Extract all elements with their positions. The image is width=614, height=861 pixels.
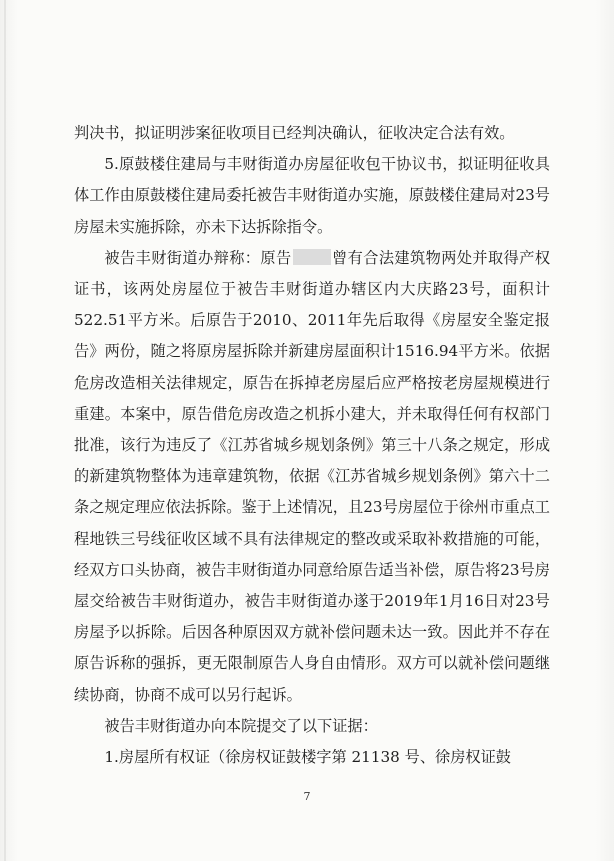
document-body (74, 118, 550, 773)
paragraph-4: 被告丰财街道办向本院提交了以下证据： (104, 716, 378, 735)
page-number: 7 (303, 790, 311, 803)
redacted-name (293, 249, 331, 265)
paragraph-3-rest: 曾有合法建筑物两处并取得产权证书，该两处房屋位于被告丰财街道办辖区内大庆路23号，面积计522.51平方米。后原告于2010、2011年先后取得《房屋安全鉴定报告》两份，随之将原房屋拆除并新建房屋面积计1516.94平方米。依据危房改造相关法律规定，原告在拆掉老房屋后应严格按老房屋规模进行重建。本案中，原告借危房改造之机拆小建大，并未取得任何有权部门批准，该行为违反了《江苏省城乡规划条例》第三十八条之规定，形成的新建筑物整体为违章建筑物，依据《江苏省城乡规划条例》第六十二条之规定理应依法拆除。鉴于上述情况，且23号房屋位于徐州市重点工程地铁三号线征收区域不具有法律规定的整改或采取补救措施的可能，经双方口头协商，被告丰财街道办同意给原告适当补偿，原告将23号房屋交给被告丰财街道办，被告丰财街道办遂于2019年1月16日对23号房屋予以拆除。后因各种原因双方就补偿问题未达一致。因此并不存在原告诉称的强拆，更无限制原告人身自由情形。双方可以就补偿问题继续协商，协商不成可以另行起诉。 (74, 248, 551, 704)
paragraph-3-start: 被告丰财街道办辩称：原告 (104, 248, 292, 267)
paragraph-2: 5.原鼓楼住建局与丰财街道办房屋征收包干协议书，拟证明征收具体工作由原鼓楼住建局委托被告丰财街道办实施，原鼓楼住建局对23号房屋未实施拆除，亦未下达拆除指令。 (74, 155, 550, 236)
paragraph-5: 1.房屋所有权证（徐房权证鼓楼字第 21138 号、徐房权证鼓 (104, 748, 511, 767)
paragraph-3 (74, 243, 550, 711)
paragraph-1: 判决书，拟证明涉案征收项目已经判决确认，征收决定合法有效。 (74, 124, 515, 142)
scan-edge (4, 0, 6, 861)
